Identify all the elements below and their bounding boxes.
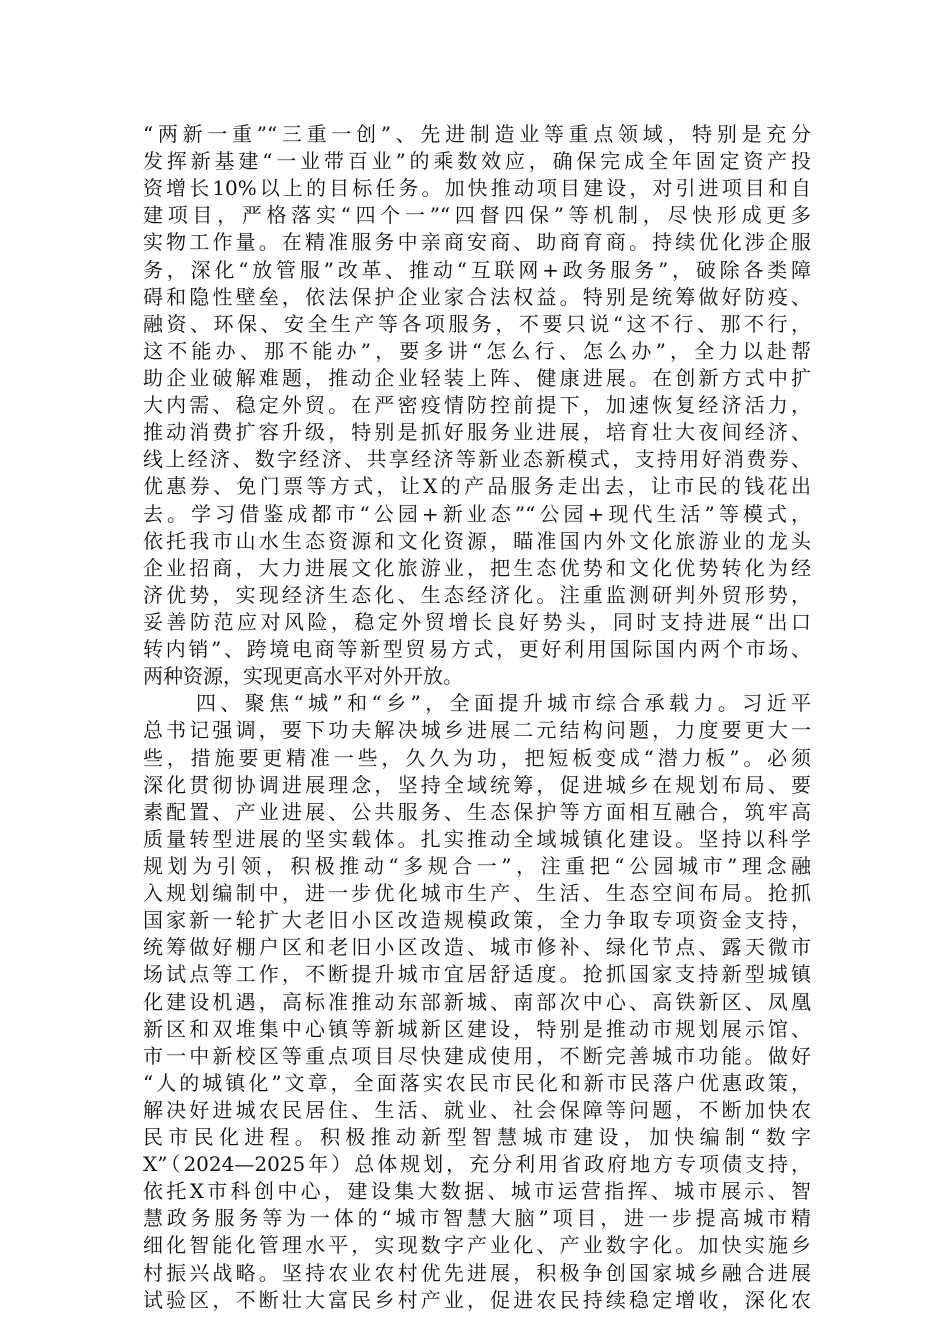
text-line: 助企业破解难题，推动企业轻装上阵、健康进展。在创新方式中扩: [143, 365, 811, 390]
text-line: 线上经济、数字经济、共享经济等新业态新模式，支持用好消费券、: [143, 447, 811, 472]
text-line: 新区和双堆集中心镇等新城新区建设，特别是推动市规划展示馆、: [143, 1016, 811, 1041]
text-line: “人的城镇化”文章，全面落实农民市民化和新市民落户优惠政策，: [143, 1070, 811, 1095]
text-line: 市一中新校区等重点项目尽快建成使用，不断完善城市功能。做好: [143, 1043, 811, 1068]
text-line: 依托X市科创中心，建设集大数据、城市运营指挥、城市展示、智: [143, 1179, 811, 1204]
text-line: 素配置、产业进展、公共服务、生态保护等方面相互融合，筑牢高: [143, 799, 811, 824]
text-line: 大内需、稳定外贸。在严密疫情防控前提下，加速恢复经济活力，: [143, 393, 811, 418]
text-line: 试验区，不断壮大富民乡村产业，促进农民持续稳定增收，深化农: [143, 1287, 811, 1312]
section-heading-line: 四、聚焦“城”和“乡”，全面提升城市综合承载力。习近平: [196, 691, 811, 716]
text-line: 深化贯彻协调进展理念，坚持全域统筹，促进城乡在规划布局、要: [143, 772, 811, 797]
text-line: “两新一重”“三重一创”、先进制造业等重点领域，特别是充分: [143, 122, 811, 146]
text-line: 化建设机遇，高标准推动东部新城、南部次中心、高铁新区、凤凰: [143, 989, 811, 1014]
text-line: 推动消费扩容升级，特别是抓好服务业进展，培育壮大夜间经济、: [143, 420, 811, 445]
text-line: 去。学习借鉴成都市“公园+新业态”“公园+现代生活”等模式，: [143, 501, 811, 526]
text-line: 企业招商，大力进展文化旅游业，把生态优势和文化优势转化为经: [143, 555, 811, 580]
text-line: 务，深化“放管服”改革、推动“互联网+政务服务”，破除各类障: [143, 257, 811, 282]
text-line: 发挥新基建“一业带百业”的乘数效应，确保完成全年固定资产投: [143, 149, 811, 174]
text-line: 建项目，严格落实“四个一”“四督四保”等机制，尽快形成更多: [143, 203, 811, 228]
text-line: 实物工作量。在精准服务中亲商安商、助商育商。持续优化涉企服: [143, 230, 811, 255]
text-line: 些，措施要更精准一些，久久为功，把短板变成“潜力板”。必须: [143, 745, 811, 770]
text-line: 入规划编制中，进一步优化城市生产、生活、生态空间布局。抢抓: [143, 881, 811, 906]
text-line: 转内销”、跨境电商等新型贸易方式，更好利用国际国内两个市场、: [143, 637, 811, 662]
text-line: 依托我市山水生态资源和文化资源，瞄准国内外文化旅游业的龙头: [143, 528, 811, 553]
text-line: 国家新一轮扩大老旧小区改造规模政策，全力争取专项资金支持，: [143, 908, 811, 933]
text-line: 场试点等工作，不断提升城市宜居舒适度。抢抓国家支持新型城镇: [143, 962, 811, 987]
text-line: 这不能办、那不能办”，要多讲“怎么行、怎么办”，全力以赴帮: [143, 338, 811, 363]
text-line: 规划为引领，积极推动“多规合一”，注重把“公园城市”理念融: [143, 853, 811, 878]
text-line: 融资、环保、安全生产等各项服务，不要只说“这不行、那不行，: [143, 311, 811, 336]
text-line: 质量转型进展的坚实载体。扎实推动全域城镇化建设。坚持以科学: [143, 826, 811, 851]
text-line: 解决好进城农民居住、生活、就业、社会保障等问题，不断加快农: [143, 1097, 811, 1122]
text-line: 资增长10%以上的目标任务。加快推动项目建设，对引进项目和自: [143, 176, 811, 201]
text-line: 细化智能化管理水平，实现数字产业化、产业数字化。加快实施乡: [143, 1233, 811, 1258]
text-line: 碍和隐性壁垒，依法保护企业家合法权益。特别是统筹做好防疫、: [143, 284, 811, 309]
paragraph-last-line: 两种资源，实现更高水平对外开放。: [143, 664, 463, 689]
text-line: 妥善防范应对风险，稳定外贸增长良好势头，同时支持进展“出口: [143, 609, 811, 634]
text-line: 村振兴战略。坚持农业农村优先进展，积极争创国家城乡融合进展: [143, 1260, 811, 1285]
body-text: [143, 121, 811, 1314]
text-line: X”（2024—2025年）总体规划，充分利用省政府地方专项债支持，: [143, 1152, 811, 1177]
text-line: 民市民化进程。积极推动新型智慧城市建设，加快编制“数字: [143, 1125, 811, 1150]
text-line: 优惠券、免门票等方式，让X的产品服务走出去，让市民的钱花出: [143, 474, 811, 499]
text-line: 总书记强调，要下功夫解决城乡进展二元结构问题，力度要更大一: [143, 718, 811, 743]
text-line: 济优势，实现经济生态化、生态经济化。注重监测研判外贸形势，: [143, 582, 811, 607]
text-line: 统筹做好棚户区和老旧小区改造、城市修补、绿化节点、露天微市: [143, 935, 811, 960]
text-line: 慧政务服务等为一体的“城市智慧大脑”项目，进一步提高城市精: [143, 1206, 811, 1231]
